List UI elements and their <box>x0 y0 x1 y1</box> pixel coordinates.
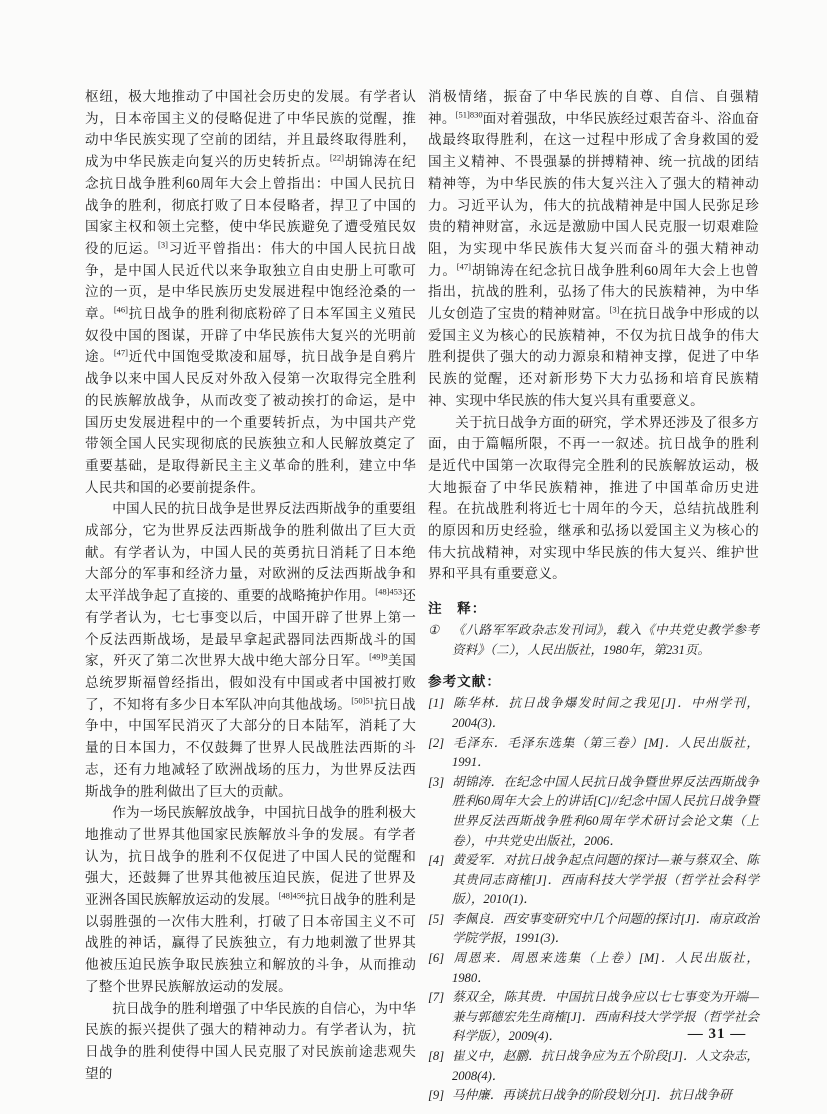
citation-superscript: [50]51 <box>351 695 374 706</box>
item-label: [5] <box>428 911 445 926</box>
paragraph: 消极情绪，振奋了中华民族的自尊、自信、自强精神。$^{[51]830}$面对着强敌，中华民族经过艰苦奋斗、浴血奋战最终取得胜利，在这一过程中形成了舍身救国的爱国主义精神、不畏强暴的拼搏精神、统一抗战的团结精神等，为中华民族的伟大复兴注入了强大的精神动力。习近平认为，伟大的抗战精神是中国人民弥足珍贵的精神财富，永远是激励中国人民克服一切艰难险阻，为实现中华民族伟大复兴而奋斗的强大精神动力。[47]胡锦涛在纪念抗日战争胜利60周年大会上也曾指出，抗战的胜利，弘扬了伟大的民族精神，为中华儿女创造了宝贵的精神财富。[3]在抗日战争中形成的以爱国主义为核心的民族精神，不仅为抗日战争的伟大胜利提供了强大的动力源泉和精神支撑，促进了中华民族的觉醒，还对新形势下大力弘扬和培育民族精神、实现中华民族的伟大复兴具有重要意义。 <box>428 89 760 408</box>
right-column <box>428 86 759 1106</box>
citation-superscript: [49]9 <box>369 651 388 662</box>
citation-superscript: [47] <box>456 261 471 272</box>
reference-item: [2] 毛泽东．毛泽东选集（第三卷）[M]．人民出版社，1991． <box>428 735 759 770</box>
item-label: [1] <box>428 696 445 711</box>
citation-superscript: [3] <box>157 239 168 250</box>
right-column-text <box>428 86 759 585</box>
item-label: [8] <box>428 1049 445 1064</box>
reference-item: [6] 周恩来．周恩来选集（上卷）[M]．人民出版社，1980． <box>428 951 759 985</box>
paragraph: 关于抗日战争方面的研究，学术界还涉及了很多方面，由于篇幅所限，不再一一叙述。抗日战争的胜利是近代中国第一次取得完全胜利的民族解放运动，极大地振奋了中华民族精神，推进了中国革命历史进程。在抗战胜利将近七十周年的今天，总结抗战胜利的原因和历史经验，继承和弘扬以爱国主义为核心的伟大抗战精神，对实现中华民族的伟大复兴、维护世界和平具有重要意义。 <box>428 414 759 582</box>
reference-item: [5] 李佩良．西安事变研究中几个问题的探讨[J]．南京政治学院学报，1991(3)． <box>428 911 759 946</box>
reference-item: [3] 胡锦涛．在纪念中国人民抗日战争暨世界反法西斯战争胜利60周年大会上的讲话[C]//纪念中国人民抗日战争暨世界反法西斯战争胜利60周年学术研讨会论文集（上卷），中共党史出版社，2006． <box>428 774 759 848</box>
paragraph: 抗日战争的胜利增强了中华民族的自信心，为中华民族的振兴提供了强大的精神动力。有学者认为，抗日战争的胜利使得中国人民克服了对民族前途悲观失望的 <box>85 1000 416 1081</box>
note-item: ① 《八路军军政杂志发刊词》，载入《中共党史教学参考资料》（二），人民出版社，1980年，第231页。 <box>428 623 759 657</box>
notes-list <box>428 621 759 660</box>
citation-superscript: [46] <box>113 304 128 315</box>
citation-superscript: [48]456 <box>278 890 306 901</box>
references-title: 参考文献： <box>428 674 501 690</box>
item-label: [9] <box>428 1088 445 1103</box>
item-label: [4] <box>428 853 445 868</box>
item-label: [6] <box>428 951 445 966</box>
reference-item: [7] 蔡双全，陈其贵．中国抗日战争应以七七事变为开端—兼与郭德宏先生商榷[J]．西南科技大学学报（哲学社会科学版），2009(4)． <box>428 990 759 1044</box>
citation-superscript: [48]453 <box>375 586 403 597</box>
item-label: [7] <box>428 990 445 1005</box>
paragraph: 枢纽，极大地推动了中国社会历史的发展。有学者认为，日本帝国主义的侵略促进了中华民族的觉醒，推动中华民族实现了空前的团结，并且最终取得胜利，成为中华民族走向复兴的历史转折点。[22]胡锦涛在纪念抗日战争胜利60周年大会上曾指出：中国人民抗日战争的胜利，彻底打败了日本侵略者，捍卫了中国的国家主权和领土完整，使中华民族避免了遭受殖民奴役的厄运。[3]习近平曾指出：伟大的中国人民抗日战争，是中国人民近代以来争取独立自由史册上可歌可泣的一页，是中华民族历史发展进程中饱经沧桑的一章。[46]抗日战争的胜利彻底粉碎了日本军国主义殖民奴役中国的图谋，开辟了中华民族伟大复兴的光明前途。[47]近代中国饱受欺凌和屈辱，抗日战争是自鸦片战争以来中国人民反对外敌入侵第一次取得完全胜利的民族解放战争，从而改变了被动挨打的命运，是中国历史发展进程中的一个重要转折点，为中国共产党带领全国人民实现彻底的民族独立和人民解放奠定了重要基础，是取得新民主主义革命的胜利，建立中华人民共和国的必要前提条件。 <box>85 89 417 495</box>
reference-item: [9] 马仲廉．再谈抗日战争的阶段划分[J]．抗日战争研 <box>428 1086 759 1106</box>
notes-title: 注 释： <box>428 601 487 617</box>
item-label: [2] <box>428 735 445 750</box>
reference-item: [8] 崔义中，赵鹏．抗日战争应为五个阶段[J]．人文杂志，2008(4)． <box>428 1049 759 1083</box>
paragraph: 作为一场民族解放战争，中国抗日战争的胜利极大地推动了世界其他国家民族解放斗争的发展。有学者认为，抗日战争的胜利不仅促进了中国人民的觉醒和强大，还鼓舞了世界其他被压迫民族，促进了世界及亚洲各国民族解放运动的发展。$^{[48]456}$抗日战争的胜利是以弱胜强的一次伟大胜利，打破了日本帝国主义不可战胜的神话，赢得了民族独立，有力地刺激了世界其他被压迫民族争取民族独立和解放的斗争，从而推动了整个世界民族解放运动的发展。 <box>85 805 416 994</box>
left-column <box>85 86 416 1084</box>
reference-item: [4] 黄爱军．对抗日战争起点问题的探讨—兼与蔡双全、陈其贵同志商榷[J]．西南科技大学学报（哲学社会科学版），2010(1)． <box>428 853 759 907</box>
item-label: ① <box>428 623 440 638</box>
item-label: [3] <box>428 774 445 789</box>
references-list <box>428 694 759 1105</box>
page-number: — 31 — <box>687 1026 747 1042</box>
citation-superscript: [3] <box>609 304 620 315</box>
notes-section <box>428 598 759 660</box>
citation-superscript: [51]830 <box>455 109 483 120</box>
citation-superscript: [22] <box>329 152 344 163</box>
citation-superscript: [47] <box>113 347 128 358</box>
reference-item: [1] 陈华林．抗日战争爆发时间之我见[J]．中州学刊，2004(3)． <box>428 696 759 730</box>
paragraph: 中国人民的抗日战争是世界反法西斯战争的重要组成部分，它为世界反法西斯战争的胜利做出了巨大贡献。有学者认为，中国人民的英勇抗日消耗了日本绝大部分的军事和经济力量，对欧洲的反法西斯战争和太平洋战争起了直接的、重要的战略掩护作用。$^{[48]453}$还有学者认为，七七事变以后，中国开辟了世界上第一个反法西斯战场，是最早拿起武器同法西斯战斗的国家，歼灭了第二次世界大战中绝大部分日军。$^{[49]9}$美国总统罗斯福曾经指出，假如没有中国或者中国被打败了，不知将有多少日本军队冲向其他战场。$^{[50]51}$抗日战争中，中国军民消灭了大部分的日本陆军，消耗了大量的日本国力，不仅鼓舞了世界人民战胜法西斯的斗志，还有力地减轻了欧洲战场的压力，为世界反法西斯战争的胜利做出了巨大的贡献。 <box>85 501 416 799</box>
